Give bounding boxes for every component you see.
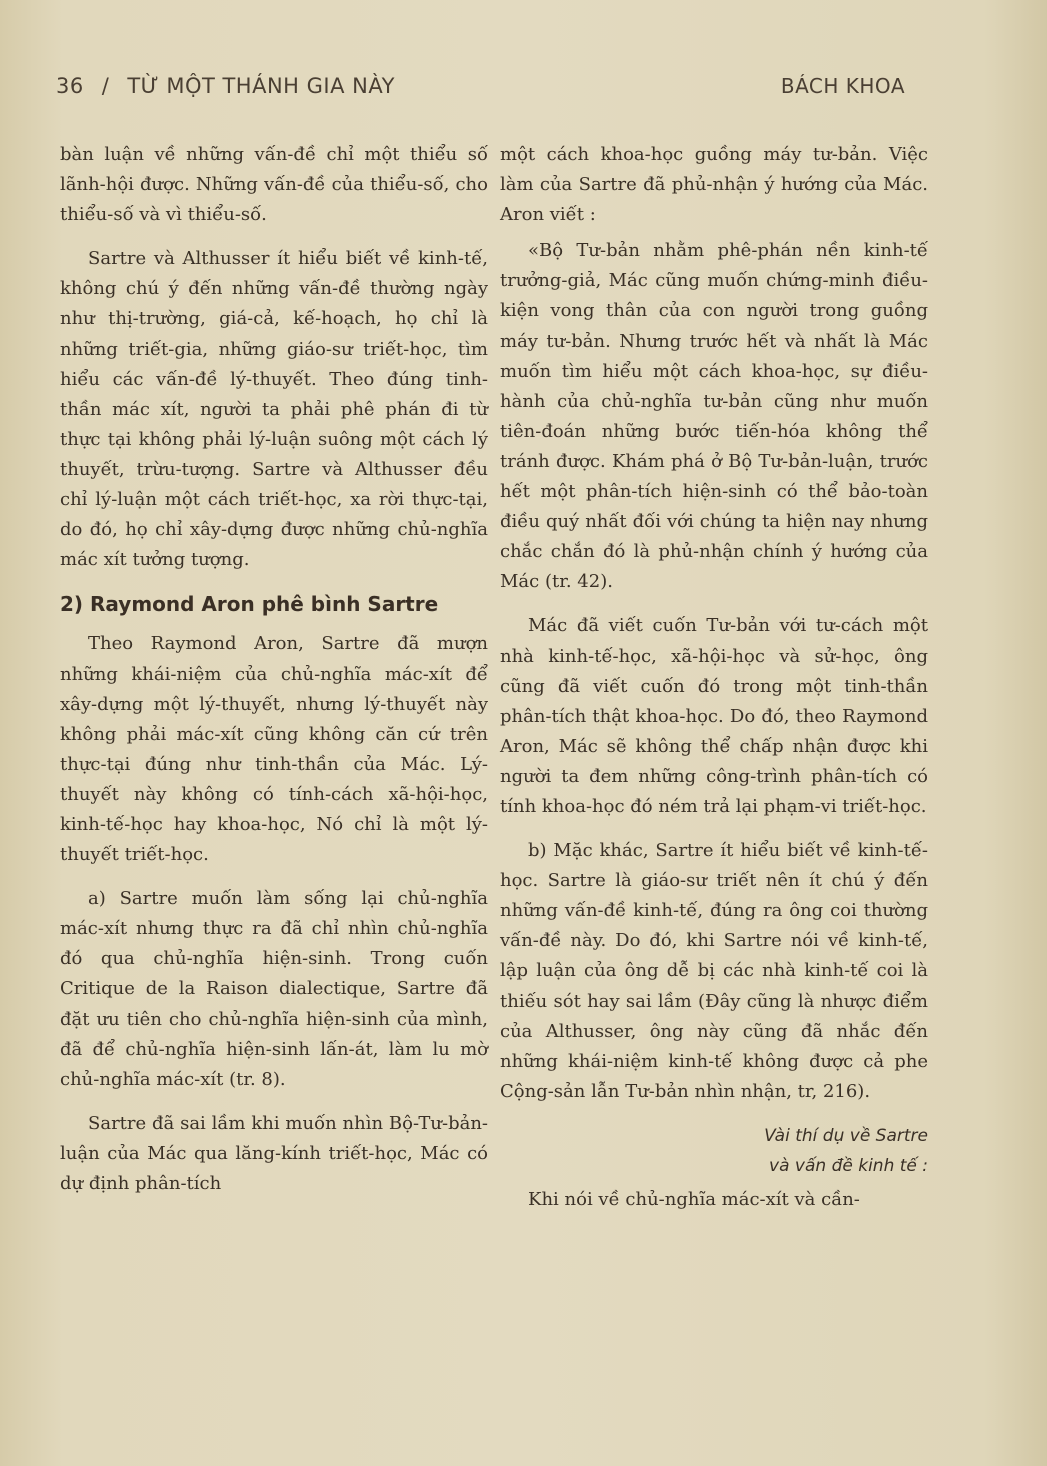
paragraph: b) Mặc khác, Sartre ít hiểu biết về kinh-tế-học. Sartre là giáo-sư triết nên ít chú ý đến những vấn-đề kinh-tế, đúng ra ông coi thường vấn-đề này. Do đó, khi Sartre nói về kinh-tế, lập luận của ông dễ bị các nhà kinh-tế coi là thiếu sót hay sai lầm (Đây cũng là nhược điểm của Althusser, ông này cũng đã nhắc đến những khái-niệm kinh-tế không được cả phe Cộng-sản lẫn Tư-bản nhìn nhận, tr, 216).: [500, 840, 928, 1102]
subheading: [500, 1121, 928, 1181]
subheading-line: Vài thí dụ về Sartre: [764, 1125, 928, 1146]
left-column: [60, 140, 488, 1213]
paragraph: Sartre đã sai lầm khi muốn nhìn Bộ-Tư-bản-luận của Mác qua lăng-kính triết-học, Mác có dự định phân-tích: [60, 1112, 488, 1194]
paragraph: a) Sartre muốn làm sống lại chủ-nghĩa mác-xít nhưng thực ra đã chỉ nhìn chủ-nghĩa đó qua chủ-nghĩa hiện-sinh. Trong cuốn Critique de la Raison dialectique, Sartre đã đặt ưu tiên cho chủ-nghĩa hiện-sinh của mình, đã để chủ-nghĩa hiện-sinh lấn-át, làm lu mờ chủ-nghĩa mác-xít (tr. 8).: [60, 888, 488, 1090]
paragraph: bàn luận về những vấn-đề chỉ một thiểu số lãnh-hội được. Những vấn-đề của thiểu-số, cho thiểu-số và vì thiểu-số.: [60, 144, 488, 226]
paragraph: Mác đã viết cuốn Tư-bản với tư-cách một nhà kinh-tế-học, xã-hội-học và sử-học, ông cũng đã viết cuốn đó trong một tinh-thần phân-tích thật khoa-học. Do đó, theo Raymond Aron, Mác sẽ không thể chấp nhận được khi người ta đem những công-trình phân-tích có tính khoa-học đó ném trả lại phạm-vi triết-học.: [500, 615, 928, 817]
paragraph: Khi nói về chủ-nghĩa mác-xít và cần-: [528, 1188, 860, 1210]
paragraph: Theo Raymond Aron, Sartre đã mượn những khái-niệm của chủ-nghĩa mác-xít để xây-dựng một lý-thuyết, nhưng lý-thuyết này không phải mác-xít cũng không căn cứ trên thực-tại đúng như tinh-thần của Mác. Lý-thuyết này không có tính-cách xã-hội-học, kinh-tế-học hay khoa-học, Nó chỉ là một lý-thuyết triết-học.: [60, 633, 488, 866]
running-head-left: [56, 74, 395, 98]
page-number: 36: [56, 74, 84, 98]
right-column: [500, 140, 928, 1229]
header-separator: /: [101, 74, 110, 98]
quote-paragraph: «Bộ Tư-bản nhằm phê-phán nền kinh-tế trưởng-giả, Mác cũng muốn chứng-minh điều-kiện vong thân của con người trong guồng máy tư-bản. Nhưng trước hết và nhất là Mác muốn tìm hiểu một cách khoa-học, sự điều-hành của chủ-nghĩa tư-bản cũng như muốn tiên-đoán những bước tiến-hóa không thể tránh được. Khám phá ở Bộ Tư-bản-luận, trước hết một phân-tích hiện-sinh có thể bảo-toàn điều quý nhất đối với chúng ta hiện nay nhưng chắc chắn đó là phủ-nhận chính ý hướng của Mác (tr. 42).: [500, 240, 928, 593]
magazine-title: BÁCH KHOA: [780, 74, 905, 98]
running-head: [56, 74, 905, 98]
paragraph: một cách khoa-học guồng máy tư-bản. Việc làm của Sartre đã phủ-nhận ý hướng của Mác. Aron viết :: [500, 144, 928, 226]
subheading-line: và vấn đề kinh tế :: [769, 1155, 928, 1176]
section-heading: 2) Raymond Aron phê bình Sartre: [60, 592, 439, 617]
paragraph: Sartre và Althusser ít hiểu biết về kinh-tế, không chú ý đến những vấn-đề thường ngày như thị-trường, giá-cả, kế-hoạch, họ chỉ là những triết-gia, những giáo-sư triết-học, tìm hiểu các vấn-đề lý-thuyết. Theo đúng tinh-thần mác xít, người ta phải phê phán đi từ thực tại không phải lý-luận suông một cách lý thuyết, trừu-tượng. Sartre và Althusser đều chỉ lý-luận một cách triết-học, xa rời thực-tại, do đó, họ chỉ xây-dựng được những chủ-nghĩa mác xít tưởng tượng.: [60, 248, 488, 571]
section-title: TỪ MỘT THÁNH GIA NÀY: [127, 74, 395, 98]
